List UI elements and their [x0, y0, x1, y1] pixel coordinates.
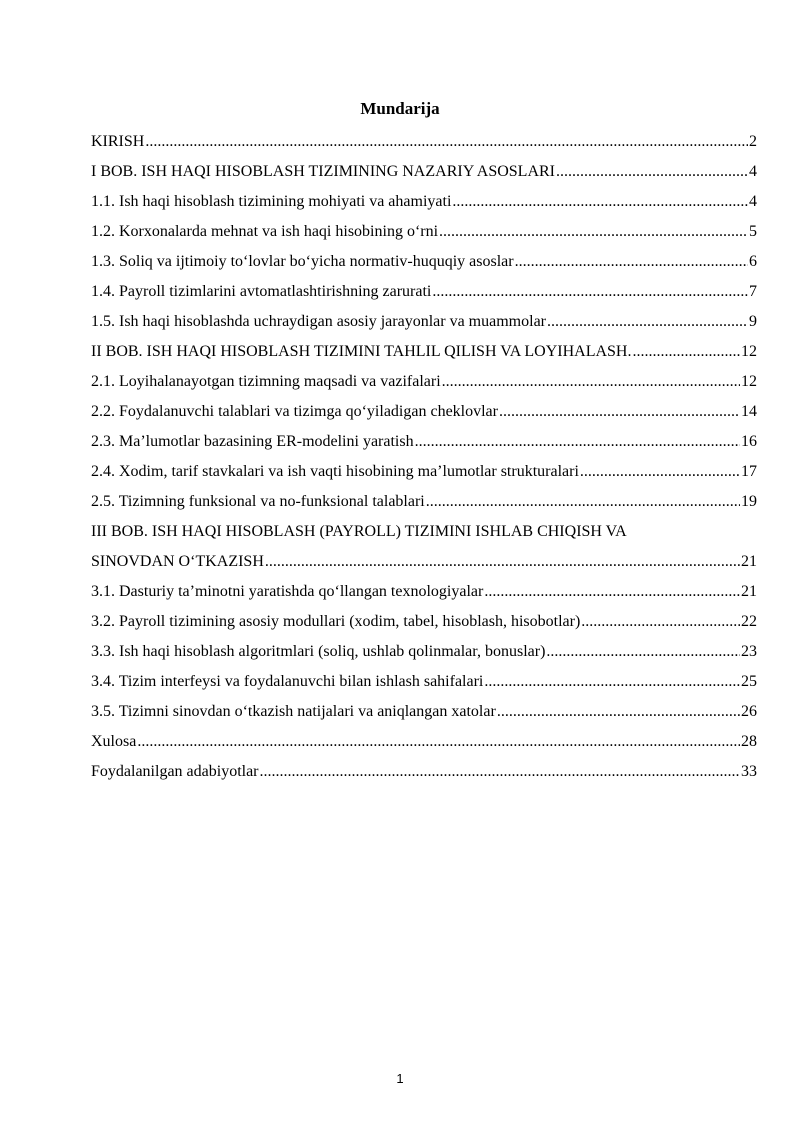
toc-entry — [91, 517, 757, 547]
toc-entry-text: Xulosa — [91, 733, 137, 750]
toc-entry — [91, 397, 757, 427]
toc-entry-page: 4 — [749, 163, 757, 180]
toc-entry-page: 17 — [741, 463, 757, 480]
toc-dot-leader — [546, 637, 740, 667]
toc-dot-leader — [260, 757, 740, 787]
toc-entry — [91, 307, 757, 337]
toc-entry — [91, 577, 757, 607]
toc-entry-text: SINOVDAN O‘TKAZISH — [91, 553, 264, 570]
toc-entry-text: 1.2. Korxonalarda mehnat va ish haqi hisobining o‘rni — [91, 223, 439, 240]
toc-entry-page: 12 — [741, 343, 757, 360]
toc-dot-leader — [426, 487, 740, 517]
toc-entry — [91, 247, 757, 277]
toc-dot-leader — [452, 187, 748, 217]
toc-entry — [91, 487, 757, 517]
toc-entry-page: 5 — [749, 223, 757, 240]
toc-dot-leader — [265, 547, 740, 577]
toc-entry-page: 22 — [741, 613, 757, 630]
toc-dot-leader — [580, 457, 740, 487]
toc-entry-text: III BOB. ISH HAQI HISOBLASH (PAYROLL) TIZIMINI ISHLAB CHIQISH VA — [91, 523, 627, 540]
toc-entry-text: 1.5. Ish haqi hisoblashda uchraydigan asosiy jarayonlar va muammolar — [91, 313, 546, 330]
toc-entry — [91, 127, 757, 157]
toc-dot-leader — [145, 127, 748, 157]
toc-entry-page: 21 — [741, 553, 757, 570]
toc-dot-leader — [439, 217, 748, 247]
toc-dot-leader — [137, 727, 740, 757]
toc-entry-text: 1.3. Soliq va ijtimoiy to‘lovlar bo‘yicha normativ-huquqiy asoslar — [91, 253, 514, 270]
page-number: 1 — [396, 1071, 404, 1086]
toc-dot-leader — [415, 427, 740, 457]
toc-entry — [91, 427, 757, 457]
toc-entry — [91, 367, 757, 397]
toc-entry-page: 33 — [741, 763, 757, 780]
toc-entry-text: 3.4. Tizim interfeysi va foydalanuvchi bilan ishlash sahifalari — [91, 673, 484, 690]
toc-entry — [91, 637, 757, 667]
toc-entry-text: 2.1. Loyihalanayotgan tizimning maqsadi va vazifalari — [91, 373, 441, 390]
toc-entry — [91, 277, 757, 307]
toc-dot-leader — [556, 157, 748, 187]
toc-entry-page: 9 — [749, 313, 757, 330]
table-of-contents — [91, 127, 757, 787]
toc-entry-page: 19 — [741, 493, 757, 510]
toc-entry-text: 2.5. Tizimning funksional va no-funksional talablari — [91, 493, 425, 510]
toc-entry-page: 28 — [741, 733, 757, 750]
toc-entry-page: 4 — [749, 193, 757, 210]
toc-entry-text: I BOB. ISH HAQI HISOBLASH TIZIMINING NAZARIY ASOSLARI — [91, 163, 555, 180]
toc-entry — [91, 337, 757, 367]
toc-entry-page: 12 — [741, 373, 757, 390]
toc-entry-text: 2.2. Foydalanuvchi talablari va tizimga qo‘yiladigan cheklovlar — [91, 403, 498, 420]
toc-entry-text: Foydalanilgan adabiyotlar — [91, 763, 259, 780]
toc-entry-page: 7 — [749, 283, 757, 300]
toc-entry-page: 6 — [749, 253, 757, 270]
toc-entry-text: 3.5. Tizimni sinovdan o‘tkazish natijalari va aniqlangan xatolar — [91, 703, 496, 720]
toc-entry — [91, 697, 757, 727]
toc-dot-leader — [632, 337, 740, 367]
toc-dot-leader — [432, 277, 748, 307]
toc-entry-text: 1.1. Ish haqi hisoblash tizimining mohiyati va ahamiyati — [91, 193, 452, 210]
toc-entry — [91, 727, 757, 757]
toc-entry — [91, 217, 757, 247]
toc-dot-leader — [515, 247, 748, 277]
toc-entry — [91, 757, 757, 787]
toc-entry-text: 3.2. Payroll tizimining asosiy modullari (xodim, tabel, hisoblash, hisobotlar) — [91, 613, 581, 630]
toc-dot-leader — [484, 577, 740, 607]
toc-entry-page: 14 — [741, 403, 757, 420]
toc-entry-page: 23 — [741, 643, 757, 660]
toc-entry-text: II BOB. ISH HAQI HISOBLASH TIZIMINI TAHLIL QILISH VA LOYIHALASH. — [91, 343, 632, 360]
toc-dot-leader — [581, 607, 740, 637]
toc-entry-text: 1.4. Payroll tizimlarini avtomatlashtirishning zarurati — [91, 283, 432, 300]
toc-dot-leader — [442, 367, 740, 397]
toc-entry-text: 3.1. Dasturiy ta’minotni yaratishda qo‘llangan texnologiyalar — [91, 583, 484, 600]
toc-entry — [91, 547, 757, 577]
toc-entry-page: 25 — [741, 673, 757, 690]
toc-dot-leader — [499, 397, 740, 427]
toc-entry — [91, 157, 757, 187]
toc-title: Mundarija — [360, 99, 440, 118]
toc-entry-text: 2.4. Xodim, tarif stavkalari va ish vaqti hisobining ma’lumotlar strukturalari — [91, 463, 579, 480]
toc-entry — [91, 667, 757, 697]
toc-entry — [91, 187, 757, 217]
toc-entry-page: 2 — [749, 133, 757, 150]
toc-entry-page: 21 — [741, 583, 757, 600]
toc-dot-leader — [497, 697, 740, 727]
toc-entry-page: 16 — [741, 433, 757, 450]
toc-entry — [91, 457, 757, 487]
toc-entry-text: 3.3. Ish haqi hisoblash algoritmlari (soliq, ushlab qolinmalar, bonuslar) — [91, 643, 546, 660]
toc-entry-text: KIRISH — [91, 133, 145, 150]
toc-dot-leader — [547, 307, 748, 337]
toc-dot-leader — [484, 667, 740, 697]
toc-entry — [91, 607, 757, 637]
toc-entry-text: 2.3. Ma’lumotlar bazasining ER-modelini yaratish — [91, 433, 414, 450]
toc-entry-page: 26 — [741, 703, 757, 720]
